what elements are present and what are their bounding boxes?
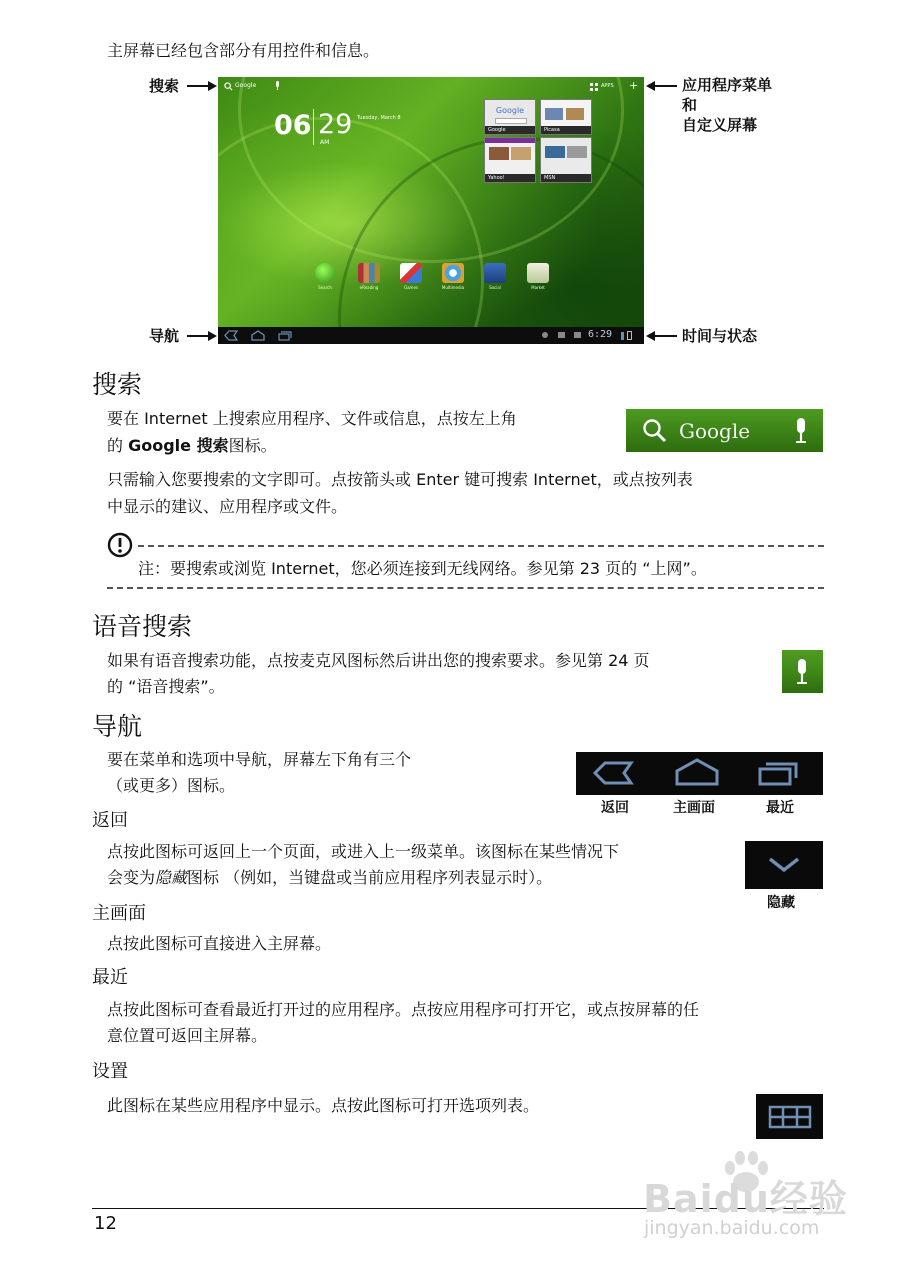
heading-search: 搜索 bbox=[92, 370, 143, 399]
mic-icon bbox=[793, 417, 809, 445]
tablet-nav-bar bbox=[218, 327, 644, 344]
callout-apps-line1: 应用程序菜单 bbox=[682, 76, 773, 94]
clock-ampm: AM bbox=[320, 139, 330, 146]
callout-apps bbox=[682, 75, 772, 135]
bookmark-thumb[interactable] bbox=[540, 99, 592, 135]
nav-line2: （或更多）图标。 bbox=[107, 776, 236, 795]
social-app-icon[interactable] bbox=[484, 263, 506, 283]
hide-label: 隐藏 bbox=[767, 895, 795, 911]
thumb-caption: Google bbox=[485, 126, 535, 134]
voice-line1: 如果有语音搜索功能，点按麦克风图标然后讲出您的搜索要求。参见第 24 页 bbox=[107, 651, 650, 670]
tablet-home-screenshot bbox=[218, 77, 644, 344]
tablet-search-text: Google bbox=[235, 82, 257, 89]
arrow-apps bbox=[654, 85, 677, 87]
dock-label: Multimedia bbox=[441, 285, 465, 290]
watermark-url: jingyan.baidu.com bbox=[644, 1217, 820, 1239]
heading-home: 主画面 bbox=[92, 903, 146, 924]
mic-icon[interactable] bbox=[275, 81, 280, 91]
arrow-status bbox=[654, 335, 677, 337]
chevron-down-icon bbox=[767, 856, 801, 874]
bookmark-thumb[interactable] bbox=[540, 137, 592, 183]
clock-date: Tuesday, March 8 bbox=[357, 115, 401, 121]
nav-icons-image bbox=[576, 752, 823, 795]
settings-grid-icon bbox=[768, 1105, 812, 1129]
arrow-nav bbox=[187, 335, 209, 337]
clock-hour: 06 bbox=[274, 110, 312, 141]
dock-label: Games bbox=[404, 285, 418, 290]
callout-apps-line2: 和 bbox=[682, 96, 698, 114]
clock-minute: 29 bbox=[318, 109, 353, 140]
home-text: 点按此图标可直接进入主屏幕。 bbox=[107, 934, 332, 953]
hide-term: 隐藏 bbox=[155, 868, 188, 887]
voice-line2: 的 “语音搜索”。 bbox=[107, 677, 225, 696]
arrow-nav-head bbox=[208, 331, 217, 341]
thumb-caption: Picasa bbox=[541, 126, 591, 134]
nav-label-back: 返回 bbox=[601, 800, 629, 816]
plus-icon[interactable]: + bbox=[629, 79, 639, 92]
recent-line2: 意位置可返回主屏幕。 bbox=[107, 1026, 268, 1045]
back-line1: 点按此图标可返回上一个页面，或进入上一级菜单。该图标在某些情况下 bbox=[107, 842, 620, 861]
back-icon bbox=[592, 760, 634, 786]
clock-divider bbox=[313, 109, 314, 145]
voice-mic-image bbox=[782, 650, 823, 693]
nav-label-home: 主画面 bbox=[673, 800, 715, 816]
callout-time-status: 时间与状态 bbox=[682, 327, 758, 345]
back-icon[interactable] bbox=[224, 330, 238, 341]
note-divider-bottom bbox=[107, 587, 824, 589]
arrow-search-head bbox=[208, 81, 217, 91]
callout-apps-line3: 自定义屏幕 bbox=[682, 116, 758, 134]
heading-recent: 最近 bbox=[92, 967, 128, 988]
warning-icon bbox=[107, 532, 135, 558]
nav-line1: 要在菜单和选项中导航，屏幕左下角有三个 bbox=[107, 750, 412, 769]
notification-icon[interactable] bbox=[542, 332, 548, 338]
download-icon[interactable] bbox=[574, 332, 581, 338]
heading-back: 返回 bbox=[92, 810, 128, 831]
search-para1-line1: 要在 Internet 上搜索应用程序、文件或信息，点按左上角 bbox=[107, 409, 517, 428]
search-para1-line2: 的 Google 搜索图标。 bbox=[107, 436, 277, 455]
dock-label: Social bbox=[489, 285, 501, 290]
thumb-caption: MSN bbox=[541, 174, 591, 182]
back-line2: 会变为隐藏图标 （例如，当键盘或当前应用程序列表显示时）。 bbox=[107, 868, 553, 887]
callout-nav: 导航 bbox=[149, 327, 180, 345]
wifi-icon[interactable] bbox=[621, 332, 624, 340]
page-number: 12 bbox=[94, 1213, 117, 1234]
dock-label: eReading bbox=[359, 285, 379, 290]
bookmark-thumb[interactable] bbox=[484, 137, 536, 183]
mic-icon bbox=[794, 658, 810, 686]
watermark-brand: Baidu经验 bbox=[643, 1177, 848, 1221]
recent-apps-icon bbox=[758, 760, 800, 786]
thumb-google-text: Google bbox=[495, 106, 525, 115]
games-app-icon[interactable] bbox=[400, 263, 422, 283]
dock-label: Search bbox=[318, 285, 332, 290]
market-app-icon[interactable] bbox=[527, 263, 549, 283]
apps-grid-icon[interactable] bbox=[590, 83, 598, 91]
heading-settings: 设置 bbox=[92, 1061, 128, 1082]
note-text: 注：要搜索或浏览 Internet，您必须连接到无线网络。参见第 23 页的 “上网”。 bbox=[138, 559, 707, 578]
multimedia-app-icon[interactable] bbox=[442, 263, 464, 283]
settings-icon-image bbox=[756, 1094, 823, 1139]
ereading-app-icon[interactable] bbox=[358, 263, 380, 283]
heading-voice-search: 语音搜索 bbox=[92, 612, 193, 641]
image-notification-icon[interactable] bbox=[558, 332, 565, 338]
apps-label[interactable]: APPS bbox=[601, 83, 614, 89]
intro-text: 主屏幕已经包含部分有用控件和信息。 bbox=[107, 41, 380, 60]
callout-search: 搜索 bbox=[149, 77, 180, 95]
search-para2-line2: 中显示的建议、应用程序或文件。 bbox=[107, 497, 348, 516]
heading-navigation: 导航 bbox=[92, 712, 143, 741]
home-icon[interactable] bbox=[251, 330, 265, 341]
search-icon[interactable] bbox=[224, 82, 233, 91]
nav-label-recent: 最近 bbox=[766, 800, 794, 816]
home-icon bbox=[675, 758, 719, 786]
search-icon bbox=[642, 418, 668, 444]
arrow-search bbox=[187, 85, 209, 87]
dock-label: Market bbox=[531, 285, 545, 290]
search-app-icon[interactable] bbox=[315, 263, 335, 283]
google-search-bar-image bbox=[626, 409, 823, 452]
thumb-caption: Yahoo! bbox=[485, 174, 535, 182]
recent-line1: 点按此图标可查看最近打开过的应用程序。点按应用程序可打开它，或点按屏幕的任 bbox=[107, 1000, 700, 1019]
status-time[interactable]: 6:29 bbox=[588, 329, 613, 340]
google-logo-text: Google bbox=[679, 419, 751, 443]
google-search-bold: Google 搜索 bbox=[128, 436, 229, 455]
search-para2-line1: 只需输入您要搜索的文字即可。点按箭头或 Enter 键可搜索 Internet，或点按列表 bbox=[107, 470, 693, 489]
note-divider-top bbox=[138, 545, 824, 547]
bookmark-thumb[interactable] bbox=[484, 99, 536, 135]
settings-text: 此图标在某些应用程序中显示。点按此图标可打开选项列表。 bbox=[107, 1096, 540, 1115]
tablet-top-bar bbox=[218, 77, 644, 97]
hide-icon-image bbox=[745, 841, 823, 889]
recent-apps-icon[interactable] bbox=[278, 330, 292, 341]
battery-icon[interactable] bbox=[627, 331, 632, 340]
